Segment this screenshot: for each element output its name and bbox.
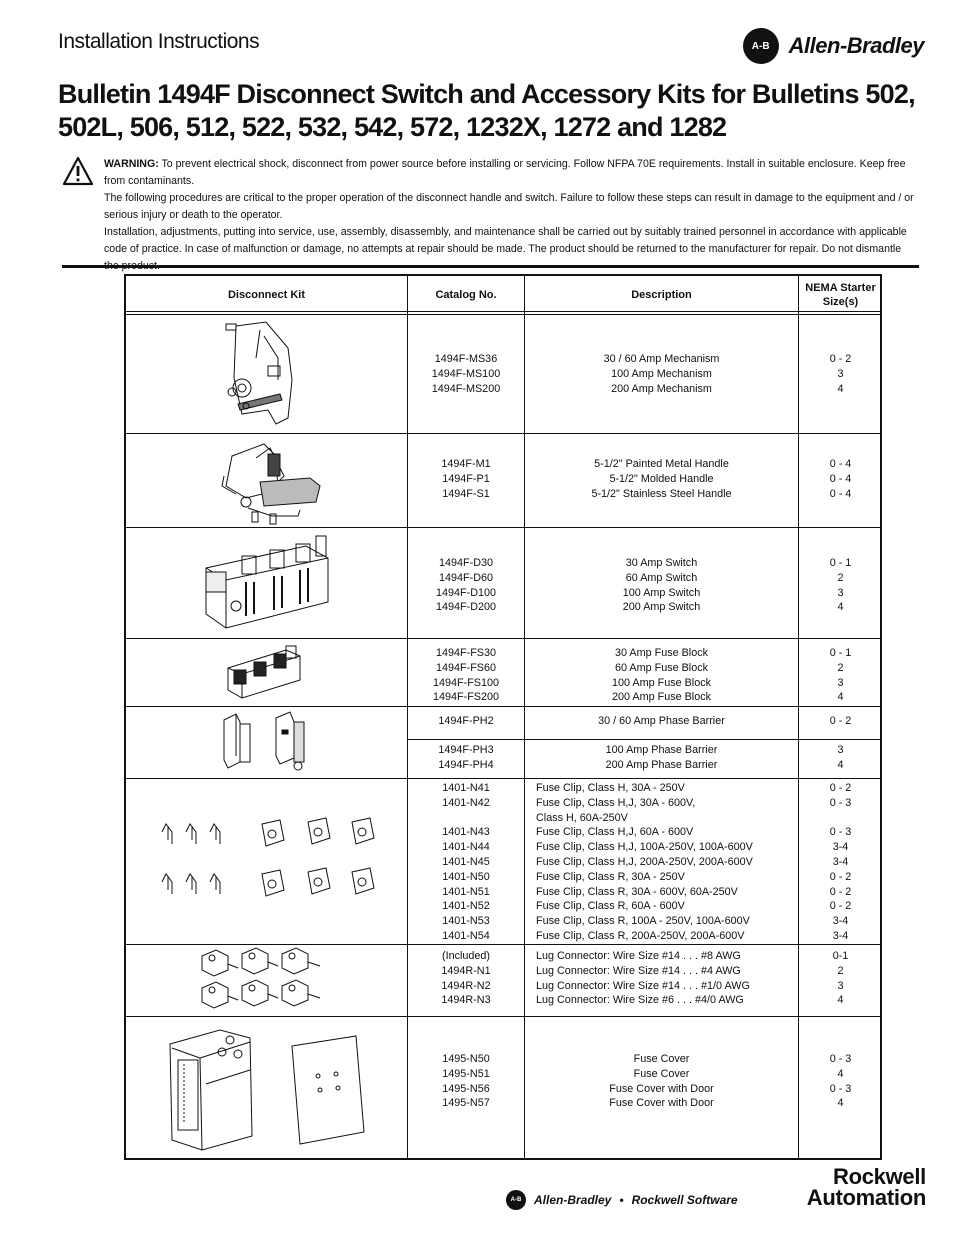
description-cell bbox=[525, 743, 798, 773]
nema-size-cell-line: 3 bbox=[837, 586, 844, 599]
description-cell-line: 200 Amp Switch bbox=[622, 601, 701, 614]
nema-size-cell-line: 0 - 3 bbox=[829, 796, 852, 809]
catalog-cell-line: 1494F-S1 bbox=[442, 487, 490, 500]
catalog-cell-line: 1494F-PH3 bbox=[438, 744, 494, 756]
description-cell-line: Fuse Clip, Class H, 30A - 250V bbox=[536, 782, 685, 794]
nema-size-cell bbox=[799, 646, 882, 705]
rockwell-automation-logo bbox=[807, 1166, 926, 1208]
fuse-cover-illustration bbox=[160, 1024, 370, 1156]
nema-size-cell-line: 3 bbox=[837, 676, 844, 689]
kit-table bbox=[124, 274, 882, 1160]
description-cell-line: 100 Amp Mechanism bbox=[611, 367, 712, 380]
allen-bradley-seal-icon: A-B bbox=[506, 1190, 526, 1210]
nema-size-cell-line: 3-4 bbox=[832, 915, 849, 928]
description-cell-line: Fuse Cover bbox=[633, 1053, 690, 1065]
nema-size-cell-line: 2 bbox=[837, 661, 844, 674]
fuse-block-illustration bbox=[224, 642, 304, 702]
nema-size-cell-line: 2 bbox=[837, 571, 844, 584]
catalog-cell-line: 1494F-PH4 bbox=[438, 758, 494, 771]
catalog-cell-line: 1494R-N3 bbox=[441, 994, 491, 1007]
nema-size-cell-line: 0 - 2 bbox=[829, 885, 852, 898]
rockwell-logo-line2: Automation bbox=[806, 1185, 926, 1210]
nema-size-cell bbox=[799, 949, 882, 1008]
catalog-cell bbox=[408, 781, 524, 944]
catalog-cell bbox=[408, 556, 524, 615]
catalog-cell-line: 1494F-D60 bbox=[438, 571, 494, 584]
description-cell-line: 200 Amp Fuse Block bbox=[611, 691, 712, 704]
description-cell bbox=[525, 352, 798, 396]
description-cell-line: Fuse Cover bbox=[633, 1067, 690, 1080]
nema-size-cell-line: 0 - 3 bbox=[829, 1053, 852, 1065]
description-cell bbox=[525, 556, 798, 615]
nema-size-cell-line: 4 bbox=[837, 691, 844, 704]
nema-size-cell-line: 0 - 4 bbox=[829, 458, 852, 470]
catalog-cell-line: 1495-N56 bbox=[442, 1082, 490, 1095]
nema-size-cell bbox=[799, 781, 882, 944]
nema-size-cell-line: 3-4 bbox=[832, 855, 849, 868]
catalog-cell-line: 1494F-D200 bbox=[435, 601, 497, 614]
catalog-cell bbox=[408, 352, 524, 396]
header-divider bbox=[126, 311, 880, 315]
brand-header bbox=[743, 28, 924, 64]
description-cell-line: 5-1/2" Stainless Steel Handle bbox=[591, 487, 732, 500]
header-disconnect-kit: Disconnect Kit bbox=[227, 289, 305, 301]
catalog-cell-line: 1494F-MS100 bbox=[431, 367, 501, 380]
catalog-cell-line: 1401-N52 bbox=[442, 900, 490, 913]
catalog-cell-line: 1494F-FS100 bbox=[432, 676, 500, 689]
rockwell-logo-line1: Rockwell bbox=[833, 1164, 926, 1189]
description-cell-line: Lug Connector: Wire Size #14 . . . #4 AWG bbox=[536, 964, 741, 977]
footer-brand-rockwell-software: Rockwell Software bbox=[631, 1193, 738, 1207]
nema-size-cell-line: 4 bbox=[837, 601, 844, 614]
switch-illustration bbox=[196, 532, 336, 634]
row-divider bbox=[408, 739, 880, 740]
description-cell-line: 100 Amp Fuse Block bbox=[611, 676, 712, 689]
catalog-cell-line: 1495-N57 bbox=[442, 1097, 490, 1110]
description-cell-line: Lug Connector: Wire Size #14 . . . #8 AWG bbox=[536, 950, 741, 962]
brand-name: Allen-Bradley bbox=[788, 33, 924, 58]
catalog-cell-line: 1494F-MS200 bbox=[431, 382, 501, 395]
nema-size-cell-line: 0 - 2 bbox=[829, 715, 852, 727]
nema-size-cell-line: 0 - 1 bbox=[829, 647, 852, 659]
description-cell bbox=[536, 781, 798, 944]
description-cell-line: 30 Amp Fuse Block bbox=[614, 647, 709, 659]
nema-size-cell bbox=[799, 743, 882, 773]
description-cell-line: 100 Amp Switch bbox=[622, 586, 701, 599]
nema-size-cell-line: 0 - 2 bbox=[829, 353, 852, 365]
description-cell-line: 60 Amp Fuse Block bbox=[614, 661, 709, 674]
header-description: Description bbox=[631, 289, 692, 301]
catalog-cell-line: 1401-N54 bbox=[442, 929, 490, 942]
description-cell-line: Fuse Clip, Class H,J, 30A - 600V, bbox=[536, 796, 696, 809]
warning-divider bbox=[62, 265, 919, 268]
catalog-cell-line: 1494R-N2 bbox=[441, 979, 491, 992]
catalog-cell-line: 1401-N42 bbox=[442, 796, 490, 809]
catalog-cell bbox=[408, 949, 524, 1008]
row-divider bbox=[126, 706, 880, 707]
nema-size-cell-line: 0 - 4 bbox=[829, 472, 852, 485]
description-cell-line: Fuse Clip, Class R, 100A - 250V, 100A-600V bbox=[536, 915, 750, 928]
nema-size-cell bbox=[799, 352, 882, 396]
catalog-cell-line: 1495-N50 bbox=[442, 1053, 490, 1065]
nema-size-cell-line: 4 bbox=[837, 1067, 844, 1080]
catalog-cell-line bbox=[408, 811, 524, 826]
footer-separator: • bbox=[619, 1193, 624, 1207]
nema-size-cell-line: 0 - 2 bbox=[829, 870, 852, 883]
nema-size-cell-line: 3-4 bbox=[832, 929, 849, 942]
catalog-cell-line: 1494R-N1 bbox=[441, 964, 491, 977]
description-cell bbox=[525, 1052, 798, 1111]
description-cell-line: Fuse Clip, Class R, 30A - 250V bbox=[536, 870, 685, 883]
catalog-cell-line: 1494F-PH2 bbox=[438, 715, 494, 727]
description-cell-line: Fuse Clip, Class R, 200A-250V, 200A-600V bbox=[536, 929, 745, 942]
row-divider bbox=[126, 944, 880, 945]
description-cell-line: 30 / 60 Amp Mechanism bbox=[603, 353, 720, 365]
catalog-cell-line: (Included) bbox=[441, 950, 490, 962]
page-title: Bulletin 1494F Disconnect Switch and Accessory Kits for Bulletins 502, 502L, 506, 512, 522, 532, 542, 572, 1232X, 1272 and 1282 bbox=[58, 79, 915, 142]
catalog-cell bbox=[408, 714, 524, 729]
description-cell bbox=[525, 714, 798, 729]
allen-bradley-seal-icon: A-B bbox=[743, 28, 779, 64]
description-cell-line: 5-1/2" Molded Handle bbox=[609, 472, 714, 485]
catalog-cell bbox=[408, 457, 524, 501]
description-cell bbox=[525, 646, 798, 705]
catalog-cell-line: 1401-N53 bbox=[442, 915, 490, 928]
nema-size-cell bbox=[799, 1052, 882, 1111]
warning-paragraph-2: The following procedures are critical to the proper operation of the disconnect handle and switch. Failure to follow these steps can result in damage to the equipment and / or serious injury or death to the operator. bbox=[104, 192, 914, 221]
row-divider bbox=[126, 778, 880, 779]
description-cell bbox=[536, 949, 798, 1008]
description-cell bbox=[525, 457, 798, 501]
warning-text-1: To prevent electrical shock, disconnect from power source before installing or servicing. Follow NFPA 70E requirements. Install in suitable enclosure. Keep free from contaminants. bbox=[104, 158, 906, 187]
catalog-cell-line: 1494F-D30 bbox=[438, 557, 494, 569]
description-cell-line: Fuse Clip, Class H,J, 200A-250V, 200A-600V bbox=[536, 855, 753, 868]
phase-barrier-illustration bbox=[218, 710, 318, 774]
mechanism-illustration bbox=[216, 318, 306, 428]
nema-size-cell-line: 4 bbox=[837, 382, 844, 395]
catalog-cell-line: 1494F-MS36 bbox=[434, 353, 498, 365]
nema-size-cell-line: 0 - 3 bbox=[829, 826, 852, 839]
warning-paragraph-3: Installation, adjustments, putting into service, use, assembly, disassembly, and maintenance shall be carried out by suitably trained personnel in accordance with applicable code of practice. In case of malfunction or damage, no attempts at repair should be made. The product should be returned to the manufacturer for repair. Do not dismantle bbox=[104, 226, 907, 255]
nema-size-cell-line: 4 bbox=[837, 758, 844, 771]
description-cell-line: 100 Amp Phase Barrier bbox=[605, 744, 718, 756]
nema-size-cell-line: 4 bbox=[837, 1097, 844, 1110]
nema-size-cell-line: 0 - 4 bbox=[829, 487, 852, 500]
row-divider bbox=[126, 527, 880, 528]
header-nema-line1: NEMA Starter bbox=[805, 282, 876, 294]
lug-connector-illustration bbox=[194, 946, 334, 1010]
nema-size-cell-line: 0-1 bbox=[832, 950, 849, 962]
footer-brands bbox=[506, 1190, 738, 1210]
catalog-cell bbox=[408, 743, 524, 773]
catalog-cell-line: 1494F-FS60 bbox=[435, 661, 496, 674]
fuse-clip-illustration bbox=[156, 816, 376, 906]
catalog-cell-line: 1401-N51 bbox=[442, 885, 490, 898]
description-cell-line: Lug Connector: Wire Size #14 . . . #1/0 AWG bbox=[536, 979, 750, 992]
description-cell-line: Class H, 60A-250V bbox=[536, 811, 628, 824]
catalog-cell-line: 1401-N50 bbox=[442, 870, 490, 883]
row-divider bbox=[126, 433, 880, 434]
catalog-cell-line: 1494F-P1 bbox=[442, 472, 490, 485]
description-cell-line: Fuse Cover with Door bbox=[609, 1082, 714, 1095]
nema-size-cell-line: 4 bbox=[837, 994, 844, 1007]
catalog-cell-line: 1494F-D100 bbox=[435, 586, 497, 599]
nema-size-cell-line: 0 - 1 bbox=[829, 557, 852, 569]
catalog-cell bbox=[408, 1052, 524, 1111]
nema-size-cell-line: 0 - 2 bbox=[829, 782, 852, 794]
header-catalog-no: Catalog No. bbox=[435, 289, 497, 301]
description-cell-line: 200 Amp Mechanism bbox=[611, 382, 712, 395]
warning-block bbox=[62, 156, 918, 275]
catalog-cell-line: 1401-N41 bbox=[442, 782, 490, 794]
nema-size-cell bbox=[799, 556, 882, 615]
description-cell-line: Fuse Clip, Class R, 30A - 600V, 60A-250V bbox=[536, 885, 738, 898]
nema-size-cell-line: 3 bbox=[837, 367, 844, 380]
nema-size-cell-line: 0 - 3 bbox=[829, 1082, 852, 1095]
header-nema-line2: Size(s) bbox=[822, 296, 859, 308]
description-cell-line: Lug Connector: Wire Size #6 . . . #4/0 AWG bbox=[536, 994, 744, 1007]
description-cell-line: 200 Amp Phase Barrier bbox=[605, 758, 718, 771]
row-divider bbox=[126, 1016, 880, 1017]
nema-size-cell-line: 3-4 bbox=[832, 841, 849, 854]
handle-illustration bbox=[212, 436, 330, 526]
catalog-cell bbox=[408, 646, 524, 705]
nema-size-cell-line: 0 - 2 bbox=[829, 900, 852, 913]
description-cell-line: Fuse Clip, Class H,J, 60A - 600V bbox=[536, 826, 694, 839]
nema-size-cell-line: 2 bbox=[837, 964, 844, 977]
footer-brand-allen-bradley: Allen-Bradley bbox=[534, 1193, 612, 1207]
description-cell-line: 30 / 60 Amp Phase Barrier bbox=[598, 715, 725, 727]
nema-size-cell-line: 3 bbox=[837, 744, 844, 756]
header-nema-size bbox=[799, 276, 882, 314]
warning-triangle-icon bbox=[62, 156, 94, 186]
description-cell-line: Fuse Cover with Door bbox=[609, 1097, 714, 1110]
nema-size-cell-line bbox=[799, 811, 882, 826]
row-divider bbox=[126, 638, 880, 639]
description-cell-line: Fuse Clip, Class H,J, 100A-250V, 100A-600V bbox=[536, 841, 753, 854]
warning-paragraph-1 bbox=[104, 156, 918, 190]
catalog-cell-line: 1494F-M1 bbox=[441, 458, 491, 470]
warning-label: WARNING: bbox=[104, 158, 159, 170]
description-cell-line: 30 Amp Switch bbox=[625, 557, 698, 569]
catalog-cell-line: 1494F-FS30 bbox=[435, 647, 496, 659]
nema-size-cell bbox=[799, 714, 882, 729]
nema-size-cell bbox=[799, 457, 882, 501]
catalog-cell-line: 1495-N51 bbox=[442, 1067, 490, 1080]
nema-size-cell-line: 3 bbox=[837, 979, 844, 992]
description-cell-line: 5-1/2" Painted Metal Handle bbox=[594, 458, 729, 470]
catalog-cell-line: 1494F-FS200 bbox=[432, 691, 500, 704]
catalog-cell-line: 1401-N45 bbox=[442, 855, 490, 868]
document-type: Installation Instructions bbox=[58, 30, 260, 53]
description-cell-line: Fuse Clip, Class R, 60A - 600V bbox=[536, 900, 685, 913]
description-cell-line: 60 Amp Switch bbox=[625, 571, 698, 584]
catalog-cell-line: 1401-N44 bbox=[442, 841, 490, 854]
catalog-cell-line: 1401-N43 bbox=[442, 826, 490, 839]
